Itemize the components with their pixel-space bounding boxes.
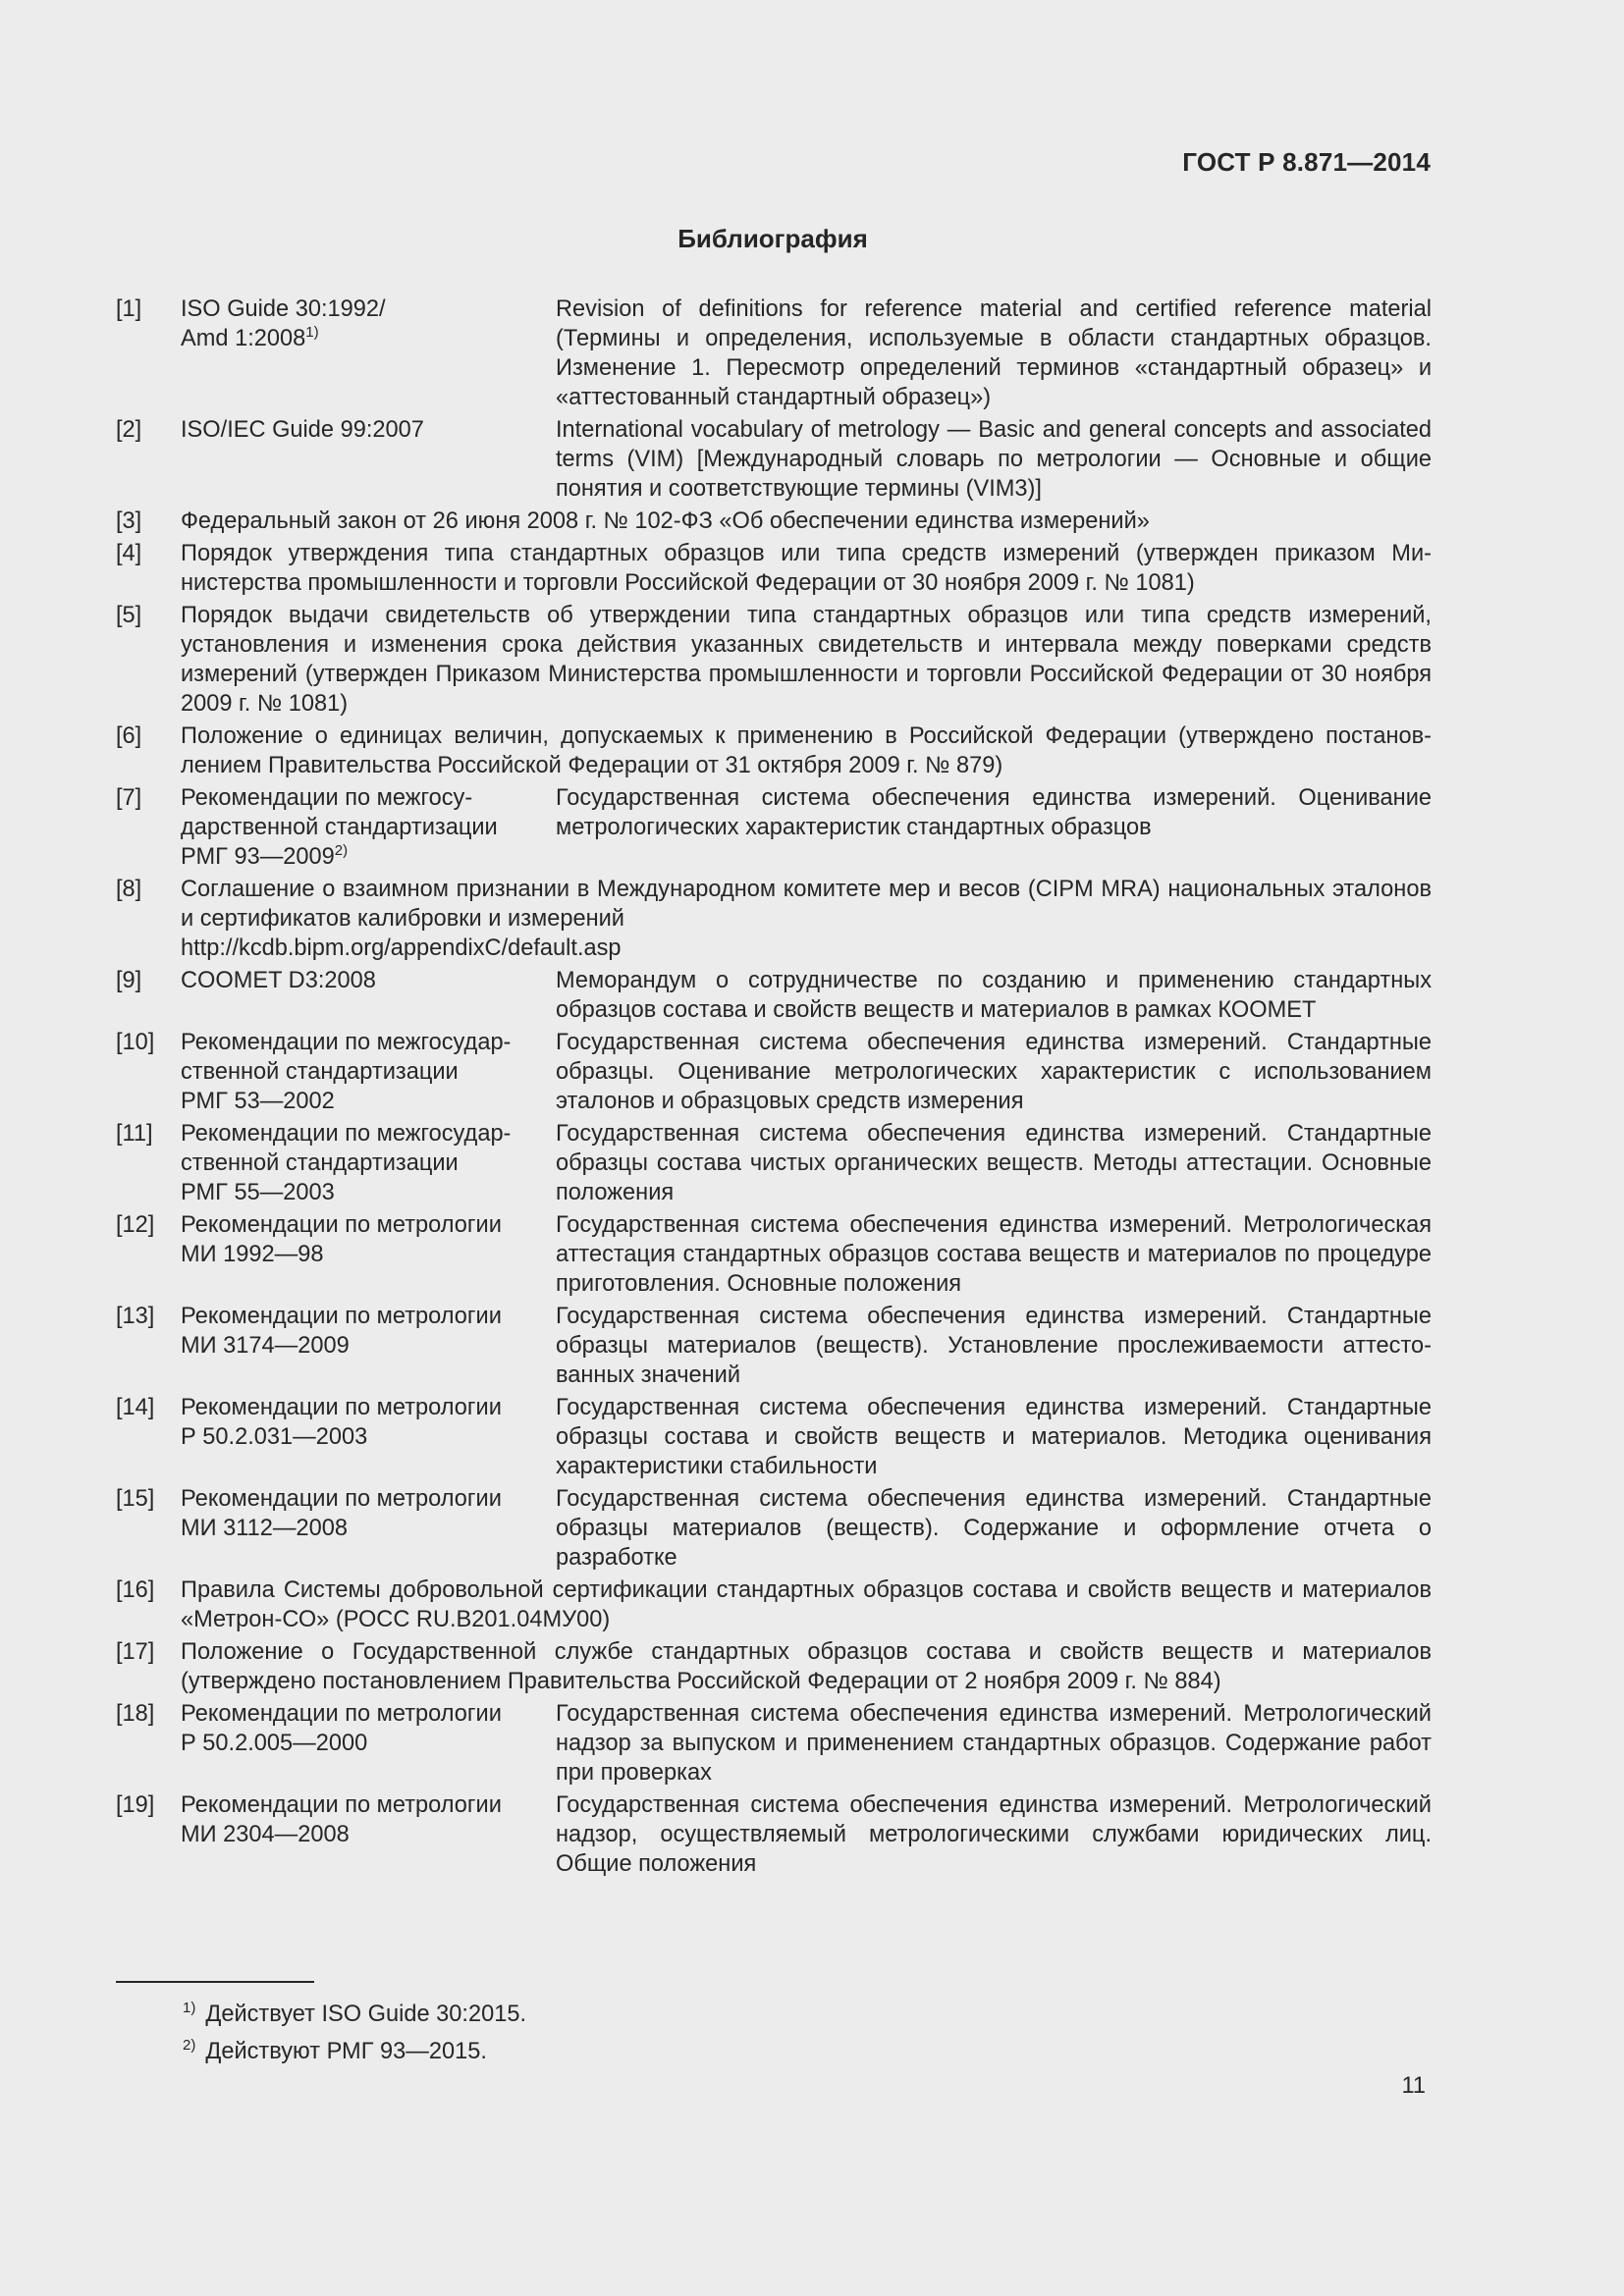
bib-entry-number: [14] [116, 1395, 155, 1420]
bib-entry-body: Положение о Государственной службе стандартных образцов состава и свойств веществ и материалов (утверждено постановлением Правительства Российской Федерации от 2 ноября 2009 г. № 884) [181, 1639, 1432, 1694]
bib-entry-designation [181, 1393, 556, 1481]
bib-entry-designation [181, 1699, 556, 1788]
bib-entry-text [181, 539, 1432, 598]
bib-entry-number: [7] [116, 785, 142, 811]
bib-entry-number: [4] [116, 541, 142, 566]
bib-entry-description: Государственная система обеспечения единства измерений. Стандартные образцы состава и свойств веществ и материалов. Методика оценивания характеристики стабильности [556, 1395, 1432, 1479]
bib-entry-number: [8] [116, 877, 142, 902]
bib-entry [116, 875, 1432, 963]
designation-line: ISO Guide 30:1992/ [181, 296, 386, 322]
designation-line-with-footnote [181, 324, 552, 353]
bib-entry [116, 1637, 1432, 1696]
designation-line: Рекомендации по метрологии [181, 1486, 502, 1512]
bib-entry [116, 1484, 1432, 1573]
bib-entry-number: [15] [116, 1486, 155, 1512]
bib-entry [116, 294, 1432, 412]
bib-entry-designation [181, 1119, 556, 1207]
bib-entry-description: Государственная система обеспечения единства измерений. Стандартные образцы материалов (веществ). Установление прослеживаемости аттестованных значений [556, 1304, 1432, 1388]
bib-entry [116, 1575, 1432, 1634]
bib-entry-number: [12] [116, 1212, 155, 1238]
bib-entry [116, 1028, 1432, 1116]
bib-entry-designation [181, 783, 556, 872]
bib-entry [116, 1119, 1432, 1207]
bib-entry-text [181, 1575, 1432, 1634]
bib-entry-designation [181, 1210, 556, 1299]
bib-entry-number: [10] [116, 1030, 155, 1055]
designation-line: Р 50.2.005—2000 [181, 1731, 368, 1756]
bib-entry [116, 966, 1432, 1025]
bib-entry-description: Государственная система обеспечения единства измерений. Метрологический надзор за выпуском и применением стандартных образцов. Содержание работ при проверках [556, 1701, 1432, 1786]
bib-entry-body: Порядок утверждения типа стандартных образцов или типа средств измерений (утвержден приказом Министерства промышленности и торговли Российской Федерации от 30 ноября 2009 г. № 1081) [181, 541, 1432, 596]
designation-line: Рекомендации по межгосу- [181, 785, 473, 811]
designation-line: дарственной стандартизации [181, 815, 498, 840]
bib-entry-number: [1] [116, 296, 142, 322]
bib-entry-designation [181, 966, 556, 1025]
bib-entry-description: Государственная система обеспечения единства измерений. Метрологический надзор, осуществляемый метрологическими службами юридических лиц. Общие положения [556, 1792, 1432, 1877]
bib-entry-number: [18] [116, 1701, 155, 1727]
footnote-text: Действуют РМГ 93—2015. [205, 2039, 487, 2064]
footnote-mark: 1) [183, 2000, 196, 2016]
bib-entry [116, 1302, 1432, 1390]
footnote-reference: 2) [334, 842, 349, 859]
designation-line: МИ 1992—98 [181, 1242, 324, 1267]
bib-entry-text [181, 875, 1432, 963]
bib-entry-designation [181, 1302, 556, 1390]
bib-entry-text [181, 601, 1432, 719]
bib-entry-body: Правила Системы добровольной сертификации стандартных образцов состава и свойств веществ и материалов «Метрон-СО» (РОСС RU.B201.04МУ00) [181, 1577, 1432, 1632]
designation-line: МИ 3174—2009 [181, 1333, 350, 1359]
bib-entry [116, 1210, 1432, 1299]
bib-entry-number: [2] [116, 417, 142, 443]
bib-entry-number: [16] [116, 1577, 155, 1603]
footnote-item [183, 2033, 526, 2070]
footnotes [183, 1996, 526, 2070]
footnote-mark: 2) [183, 2037, 196, 2054]
bib-entry-description: International vocabulary of metrology — Basic and general concepts and associated terms (VIM) [Международный словарь по метрологии — Основные и общие понятия и соответствующие термины (VIM3)] [556, 417, 1432, 502]
bib-entry-number: [6] [116, 723, 142, 749]
bib-entry [116, 507, 1432, 536]
designation-line: Рекомендации по метрологии [181, 1304, 502, 1329]
bib-entry-designation [181, 1484, 556, 1573]
footnote-item [183, 1996, 526, 2033]
bib-entry [116, 1699, 1432, 1788]
bib-entry-number: [9] [116, 968, 142, 993]
designation-text: Amd 1:2008 [181, 326, 306, 351]
bib-entry-designation [181, 294, 556, 412]
bib-entry-description: Государственная система обеспечения единства измерений. Метрологическая аттестация стандартных образцов состава веществ и материалов по процедуре приготовления. Основные положения [556, 1212, 1432, 1297]
page-title: Библиография [677, 224, 868, 253]
bibliography-list [116, 294, 1432, 1882]
bib-entry-description: Государственная система обеспечения единства измерений. Стандартные образцы материалов (веществ). Содержание и оформление отчета о разработке [556, 1486, 1432, 1571]
page-number: 11 [1401, 2073, 1426, 2099]
designation-line: Рекомендации по межгосудар- [181, 1121, 512, 1147]
designation-line: РМГ 55—2003 [181, 1180, 335, 1205]
bib-entry [116, 783, 1432, 872]
bib-entry [116, 721, 1432, 780]
bib-entry-body: Положение о единицах величин, допускаемых к применению в Российской Федерации (утверждено постановлением Правительства Российской Федерации от 31 октября 2009 г. № 879) [181, 723, 1432, 778]
bib-entry-description: Revision of definitions for reference material and certified reference material (Термины и определения, используемые в области стандартных образцов. Изменение 1. Пересмотр определений терминов «стандартный образец» и «аттестованный стандартный образец») [556, 296, 1432, 410]
bib-entry [116, 539, 1432, 598]
designation-line: ISO/IEC Guide 99:2007 [181, 417, 424, 443]
bib-entry-number: [5] [116, 603, 142, 628]
bib-entry-designation [181, 1028, 556, 1116]
bib-entry-text [181, 1637, 1432, 1696]
bib-entry-description: Государственная система обеспечения единства измерений. Оценивание метрологических характеристик стандартных образцов [556, 785, 1432, 840]
designation-line: Рекомендации по метрологии [181, 1792, 502, 1818]
bib-entry-number: [19] [116, 1792, 155, 1818]
designation-line: Рекомендации по метрологии [181, 1212, 502, 1238]
bib-entry-url: http://kcdb.bipm.org/appendixC/default.asp [181, 935, 622, 961]
bib-entry [116, 1790, 1432, 1879]
designation-line: ственной стандартизации [181, 1150, 459, 1176]
bib-entry-description: Государственная система обеспечения единства измерений. Стандартные образцы состава чистых органических веществ. Методы аттестации. Основные положения [556, 1121, 1432, 1205]
designation-line: Рекомендации по метрологии [181, 1395, 502, 1420]
bib-entry-number: [11] [116, 1121, 153, 1147]
designation-line: Рекомендации по метрологии [181, 1701, 502, 1727]
footnote-reference: 1) [305, 324, 319, 341]
designation-line: Р 50.2.031—2003 [181, 1424, 368, 1450]
designation-line: МИ 3112—2008 [181, 1516, 348, 1541]
bib-entry [116, 601, 1432, 719]
bib-entry-description: Государственная система обеспечения единства измерений. Стандартные образцы. Оценивание метрологических характеристик с использованием эталонов и образцовых средств измерения [556, 1030, 1432, 1114]
bib-entry-number: [3] [116, 508, 142, 534]
bib-entry-text [181, 721, 1432, 780]
bib-entry [116, 1393, 1432, 1481]
bib-entry-number: [13] [116, 1304, 155, 1329]
bib-entry-description: Меморандум о сотрудничестве по созданию и применению стандартных образцов состава и свойств веществ и материалов в рамках КООМЕТ [556, 968, 1432, 1023]
designation-line: ственной стандартизации [181, 1059, 459, 1085]
designation-line: МИ 2304—2008 [181, 1822, 350, 1847]
footnote-divider [116, 1981, 314, 1983]
bib-entry-body: Федеральный закон от 26 июня 2008 г. № 102-ФЗ «Об обеспечении единства измерений» [181, 508, 1150, 534]
document-code: ГОСТ Р 8.871—2014 [1182, 147, 1431, 177]
bib-entry-body: Порядок выдачи свидетельств об утверждении типа стандартных образцов или типа средств измерений, установления и изменения срока действия указанных свидетельств и интервала между поверками средств измерений (утвержден Приказом Министерства промышленности и торговли Российской Федерации от 30 ноября 2009 г. № 1081) [181, 603, 1432, 717]
footnote-text: Действует ISO Guide 30:2015. [205, 2002, 527, 2027]
designation-line: COOMET D3:2008 [181, 968, 376, 993]
designation-line-with-footnote [181, 842, 552, 872]
designation-text: РМГ 93—2009 [181, 844, 335, 870]
bib-entry-number: [17] [116, 1639, 155, 1665]
designation-line: Рекомендации по межгосудар- [181, 1030, 512, 1055]
bib-entry-designation [181, 415, 556, 504]
designation-line: РМГ 53—2002 [181, 1089, 335, 1114]
bib-entry-body: Соглашение о взаимном признании в Международном комитете мер и весов (CIPM MRA) национальных эталонов и сертификатов калибровки и измерений [181, 877, 1432, 932]
bib-entry [116, 415, 1432, 504]
bib-entry-text [181, 507, 1432, 536]
bib-entry-designation [181, 1790, 556, 1879]
